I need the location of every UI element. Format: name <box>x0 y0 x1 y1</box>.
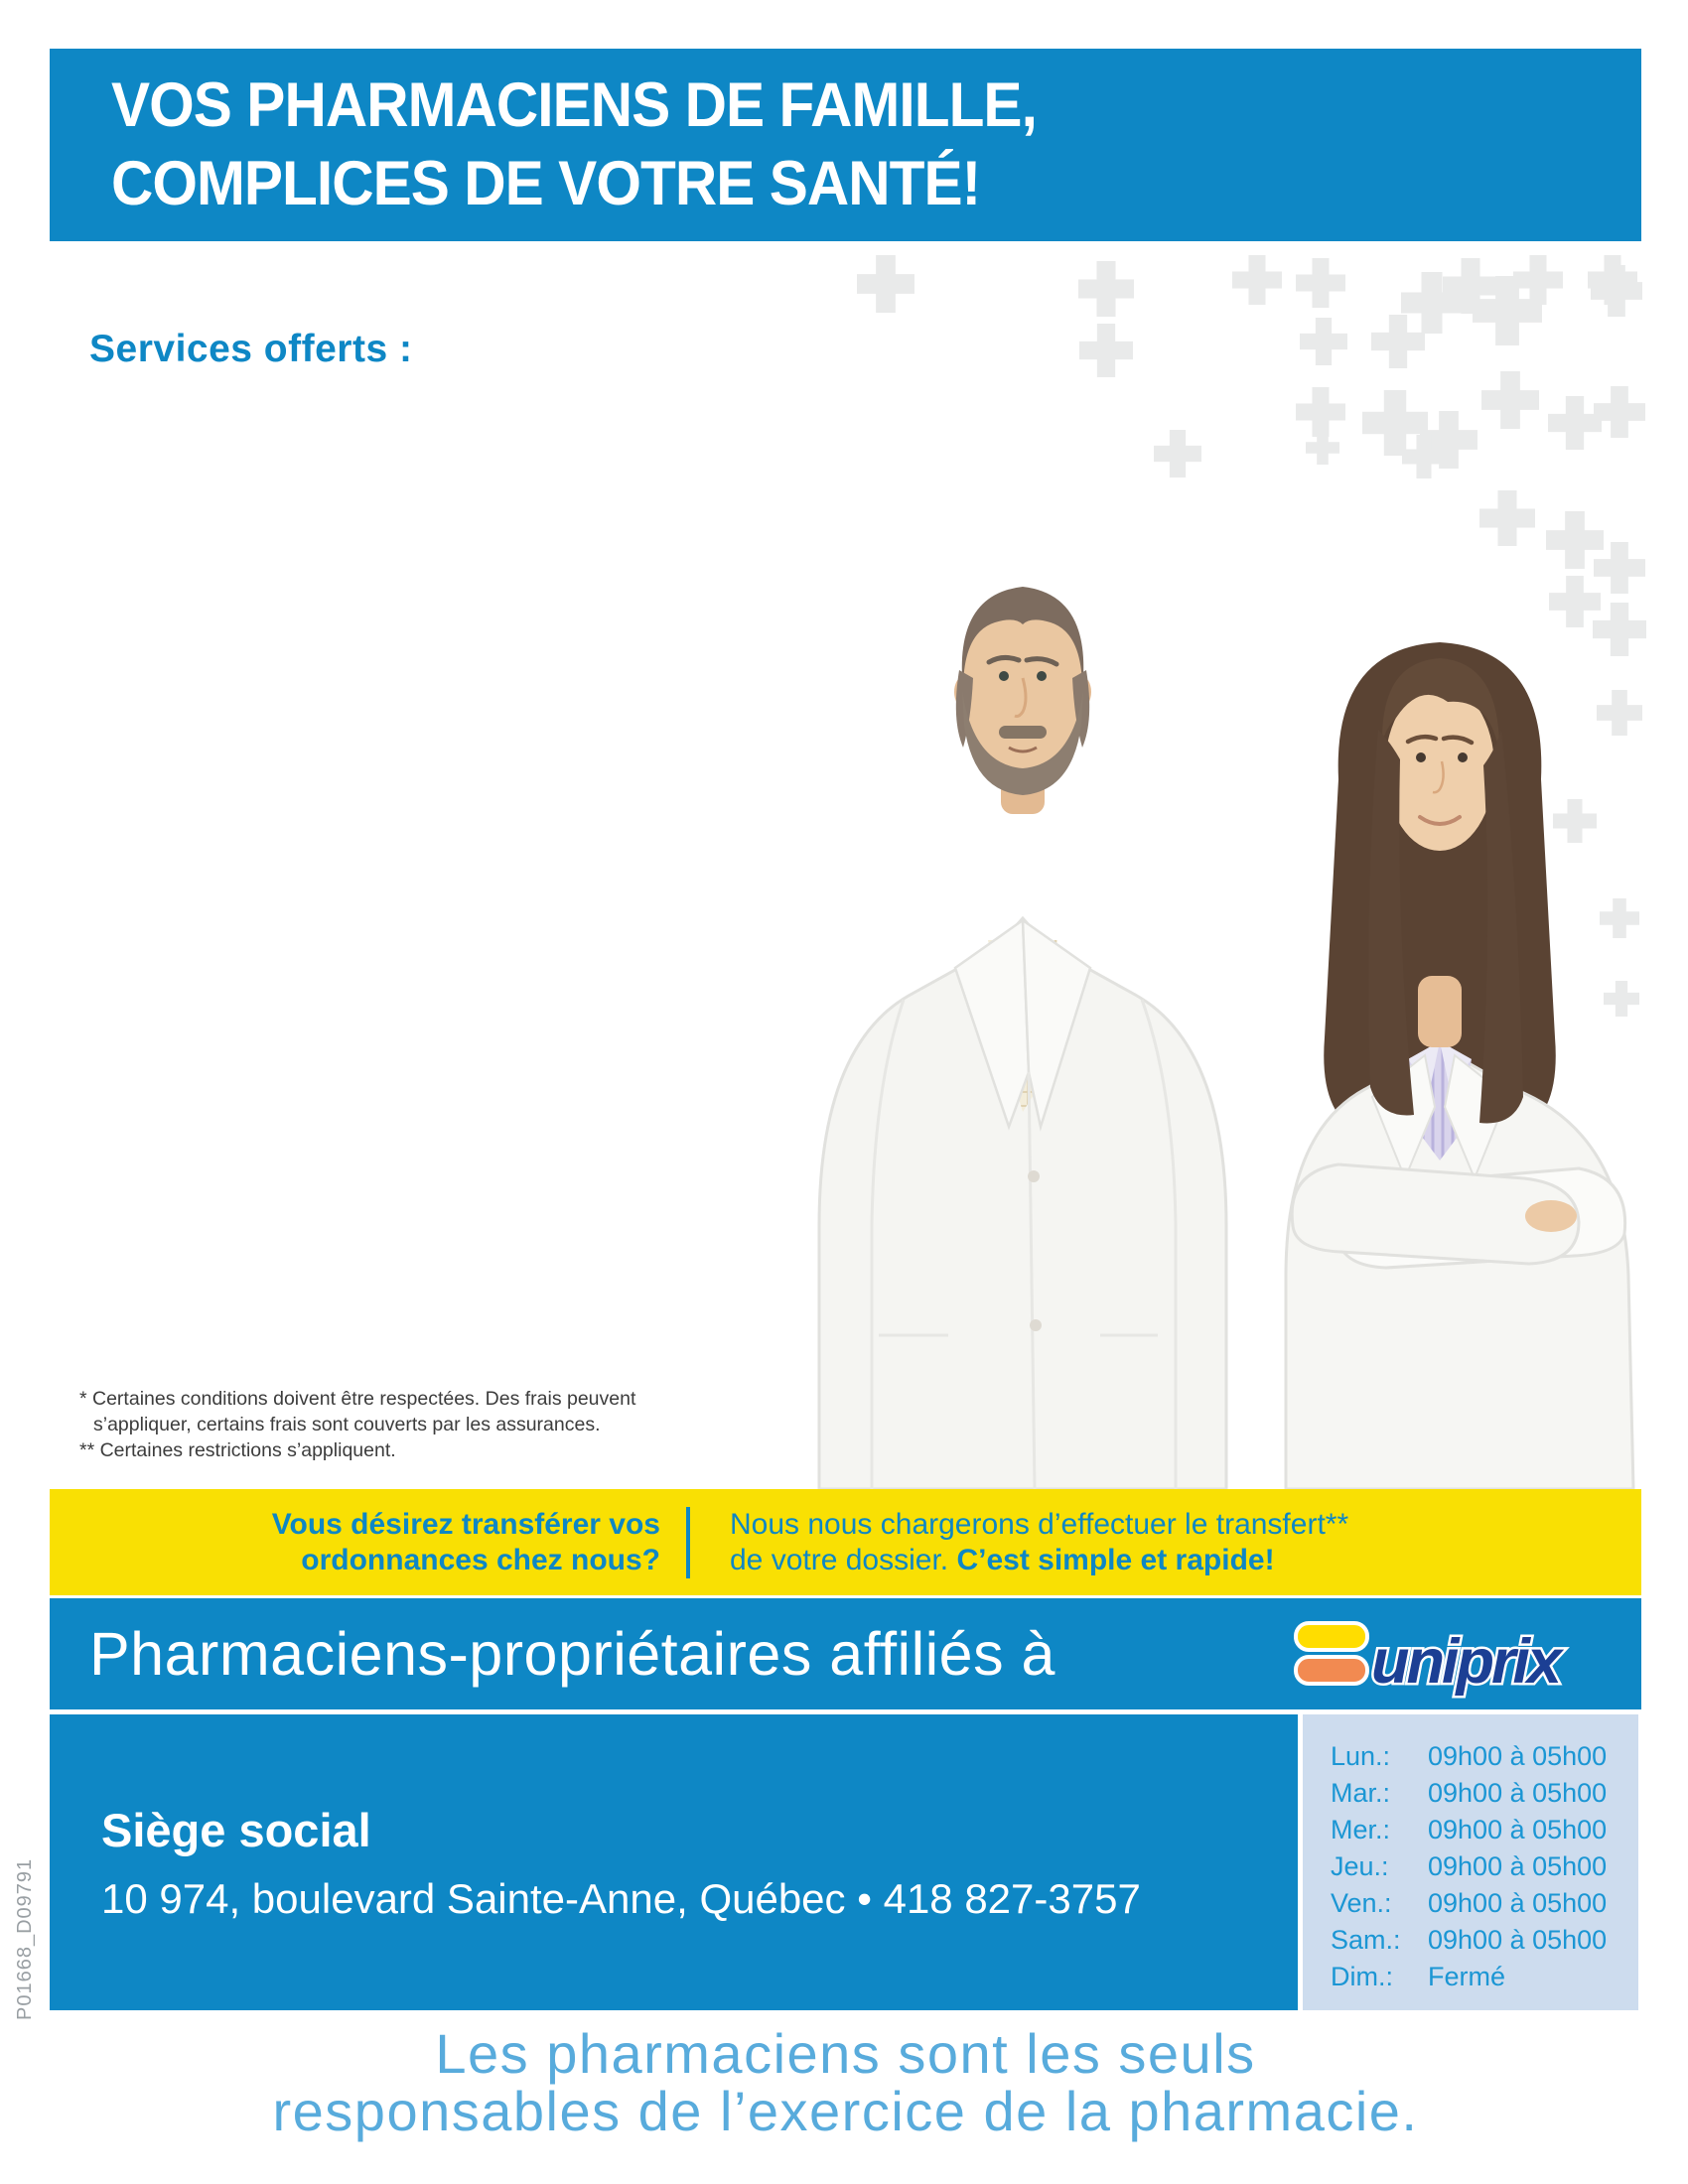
hours-time: 09h00 à 05h00 <box>1428 1741 1608 1771</box>
hours-day: Mer.: <box>1331 1815 1391 1844</box>
header-banner <box>50 49 1641 241</box>
plus-icon <box>1481 371 1539 429</box>
hours-day: Jeu.: <box>1331 1851 1389 1881</box>
plus-icon <box>857 255 914 313</box>
hours-day: Sam.: <box>1331 1925 1401 1955</box>
plus-icon <box>1513 255 1563 305</box>
disclaimer-line-3: ** Certaines restrictions s’appliquent. <box>79 1439 396 1461</box>
header-line-2: COMPLICES DE VOTRE SANTÉ! <box>111 149 981 218</box>
transfer-answer-line-2 <box>730 1543 1641 1578</box>
hours-time: 09h00 à 05h00 <box>1428 1925 1608 1955</box>
plus-icon <box>1154 430 1201 478</box>
plus-icon <box>1079 324 1133 377</box>
hours-time: Fermé <box>1428 1962 1506 1991</box>
hours-day: Ven.: <box>1331 1888 1392 1918</box>
affiliation-band <box>50 1598 1641 1709</box>
hours-row-tuesday <box>1331 1775 1638 1812</box>
hours-time: 09h00 à 05h00 <box>1428 1851 1608 1881</box>
legal-tagline <box>50 2022 1641 2142</box>
services-offered-label: Services offerts : <box>89 328 413 370</box>
plus-icon <box>1479 490 1535 546</box>
uniprix-logo-bars-icon <box>1296 1623 1367 1684</box>
disclaimer-line-2: s’appliquer, certains frais sont couverts par les assurances. <box>93 1414 601 1435</box>
disclaimer-line-1: * Certaines conditions doivent être respectées. Des frais peuvent <box>79 1388 636 1410</box>
disclaimer-text <box>79 1386 635 1463</box>
hours-row-monday <box>1331 1738 1638 1775</box>
transfer-answer-line-1: Nous nous chargerons d’effectuer le transfert** <box>730 1507 1349 1541</box>
hours-row-sunday <box>1331 1959 1638 1995</box>
affiliation-label: Pharmaciens-propriétaires affiliés à <box>89 1620 1055 1688</box>
transfer-answer <box>690 1507 1641 1578</box>
transfer-answer-bold: C’est simple et rapide! <box>956 1543 1275 1576</box>
location-title: Siège social <box>101 1803 371 1856</box>
location-address: 10 974, boulevard Sainte-Anne, Québec • 418 827-3757 <box>101 1874 1141 1922</box>
plus-icon <box>1371 315 1425 368</box>
location-band <box>50 1714 1298 2010</box>
hours-time: 09h00 à 05h00 <box>1428 1815 1608 1844</box>
plus-icon <box>1548 396 1602 450</box>
header-line-1: VOS PHARMACIENS DE FAMILLE, <box>111 70 1037 140</box>
plus-icon <box>1300 318 1347 365</box>
plus-icon <box>1078 261 1134 317</box>
print-code: P01668_D09791 <box>14 1857 36 2020</box>
pharmacists-photo <box>784 571 1648 1489</box>
plus-icon <box>1232 255 1282 305</box>
transfer-question-line-1: Vous désirez transférer vos <box>271 1507 660 1541</box>
female-pharmacist <box>1286 642 1633 1489</box>
hours-row-thursday <box>1331 1848 1638 1885</box>
uniprix-wordmark: uniprix <box>1371 1627 1560 1697</box>
tagline-line-2: responsables de l’exercice de la pharmacie. <box>272 2080 1419 2142</box>
transfer-question-line-2: ordonnances chez nous? <box>301 1543 660 1576</box>
uniprix-logo <box>1292 1607 1600 1706</box>
hours-row-friday <box>1331 1885 1638 1922</box>
transfer-answer-regular: de votre dossier. <box>730 1543 957 1576</box>
hours-time: 09h00 à 05h00 <box>1428 1888 1608 1918</box>
hours-row-saturday <box>1331 1922 1638 1959</box>
plus-icon <box>1296 258 1345 308</box>
transfer-question <box>50 1507 686 1578</box>
opening-hours-panel <box>1303 1714 1638 2010</box>
hours-row-wednesday <box>1331 1812 1638 1848</box>
hours-time: 09h00 à 05h00 <box>1428 1778 1608 1808</box>
tagline-line-1: Les pharmaciens sont les seuls <box>435 2022 1256 2085</box>
plus-icon <box>1296 387 1345 437</box>
male-pharmacist <box>819 587 1226 1489</box>
plus-icon <box>1306 431 1339 465</box>
hours-day: Mar.: <box>1331 1778 1391 1808</box>
hours-day: Lun.: <box>1331 1741 1391 1771</box>
hours-day: Dim.: <box>1331 1962 1393 1991</box>
prescription-transfer-banner <box>50 1489 1641 1595</box>
